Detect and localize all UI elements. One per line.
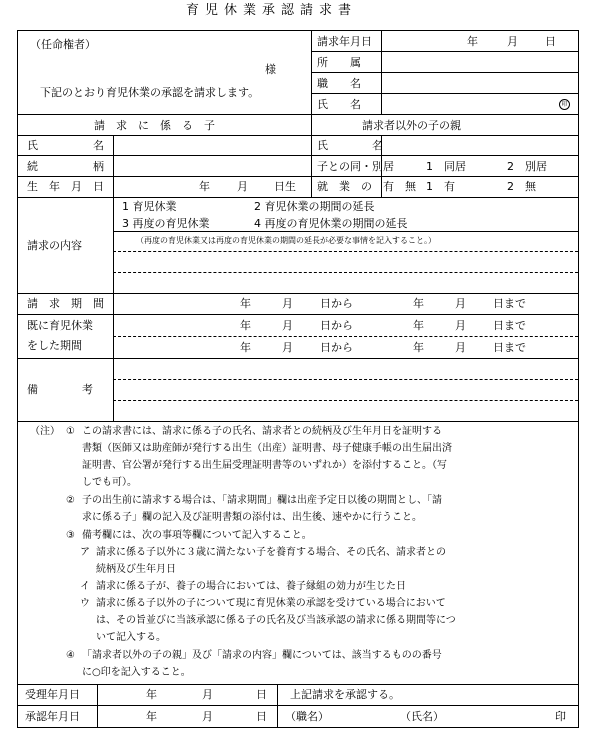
- prior-from-2: 日から: [320, 341, 353, 354]
- office-label: 所 属: [317, 56, 361, 69]
- period-month-2: 月: [455, 297, 466, 310]
- form-title: 育児休業承認請求書: [186, 3, 358, 18]
- other-parent-header: 請求者以外の子の親: [362, 119, 461, 132]
- note-u-line-2: は、その旨並びに当該承認に係る子の氏名及び当該承認の請求に係る期間等につ: [96, 615, 456, 626]
- prior-period-label-1: 既に育児休業: [27, 319, 93, 332]
- prior-to-1: 日まで: [493, 319, 526, 332]
- period-label: 請 求 期 間: [27, 297, 104, 310]
- prior-year-2: 年: [413, 319, 424, 332]
- appointer-label: （任命権者）: [30, 38, 96, 51]
- content-option-3: 3 再度の育児休業: [122, 217, 210, 230]
- birth-month-unit: 月: [237, 180, 248, 193]
- work-label: 就 業 の 有 無: [317, 180, 416, 193]
- note-u-line-1: 請求に係る子以外の子について現に育児休業の承認を受けている場合において: [96, 598, 446, 609]
- approval-statement: 上記請求を承認する。: [290, 688, 400, 701]
- received-month-unit: 月: [202, 688, 213, 701]
- child-birth-label: 生 年 月 日: [27, 180, 104, 193]
- content-option-2: 2 育児休業の期間の延長: [254, 200, 375, 213]
- position-label: 職 名: [317, 77, 361, 90]
- period-year-1: 年: [240, 297, 251, 310]
- prior-year-1: 年: [240, 319, 251, 332]
- prior-month-1: 月: [282, 319, 293, 332]
- period-year-2: 年: [413, 297, 424, 310]
- child-relation-label: 続 柄: [27, 160, 104, 173]
- work-option-no: 2 無: [507, 180, 536, 193]
- received-date-label: 受理年月日: [25, 688, 80, 701]
- approved-year-unit: 年: [146, 710, 157, 723]
- content-option-4: 4 再度の育児休業の期間の延長: [254, 217, 408, 230]
- other-parent-name-label: 氏 名: [317, 139, 383, 152]
- notes-prefix: （注）: [30, 426, 60, 437]
- note-a-line-2: 続柄及び生年月日: [96, 564, 176, 575]
- prior-year-3: 年: [240, 341, 251, 354]
- birth-day-unit: 日生: [274, 180, 296, 193]
- note-i-line-1: 請求に係る子が、養子の場合においては、養子縁組の効力が生じた日: [96, 581, 406, 592]
- request-month-unit: 月: [507, 35, 518, 48]
- approved-day-unit: 日: [256, 710, 267, 723]
- note-u-mark: ウ: [80, 598, 90, 609]
- note-a-mark: ア: [80, 547, 90, 558]
- note-3-line-1: 備考欄には、次の事項等欄について記入すること。: [82, 530, 312, 541]
- approved-month-unit: 月: [202, 710, 213, 723]
- note-u-line-3: いて記入する。: [96, 632, 166, 643]
- work-option-yes: 1 有: [426, 180, 455, 193]
- prior-month-2: 月: [455, 319, 466, 332]
- note-4-line-2: に○印を記入すること。: [82, 667, 191, 678]
- prior-month-3: 月: [282, 341, 293, 354]
- birth-year-unit: 年: [199, 180, 210, 193]
- cohabit-label: 子との同・別居: [317, 160, 394, 173]
- note-2-mark: ②: [66, 495, 75, 506]
- note-a-line-1: 請求に係る子以外に３歳に満たない子を養育する場合、その氏名、請求者との: [96, 547, 446, 558]
- prior-from-1: 日から: [320, 319, 353, 332]
- note-3-mark: ③: [66, 530, 75, 541]
- content-option-1: 1 育児休業: [122, 200, 177, 213]
- note-1-line-1: この請求書には、請求に係る子の氏名、請求者との続柄及び生年月日を証明する: [82, 426, 442, 437]
- note-2-line-2: 求に係る子」欄の記入及び証明書類の添付は、出生後、速やかに行うこと。: [82, 512, 422, 523]
- prior-year-4: 年: [413, 341, 424, 354]
- received-year-unit: 年: [146, 688, 157, 701]
- name-label: 氏 名: [317, 98, 361, 111]
- remarks-label: 備 考: [27, 383, 93, 396]
- request-sentence: 下記のとおり育児休業の承認を請求します。: [40, 86, 260, 99]
- request-day-unit: 日: [545, 35, 556, 48]
- period-from-1: 日から: [320, 297, 353, 310]
- note-i-mark: イ: [80, 581, 90, 592]
- cohabit-option-1: 1 同居: [426, 160, 466, 173]
- note-2-line-1: 子の出生前に請求する場合は、「請求期間」欄は出産予定日以後の期間とし、「請: [82, 495, 442, 506]
- prior-month-4: 月: [455, 341, 466, 354]
- sama-label: 様: [265, 63, 276, 76]
- content-label: 請求の内容: [27, 239, 82, 252]
- approver-name-label: （氏名）: [400, 710, 444, 723]
- period-month-1: 月: [282, 297, 293, 310]
- request-year-unit: 年: [467, 35, 478, 48]
- note-4-line-1: 「請求者以外の子の親」及び「請求の内容」欄については、該当するものの番号: [82, 650, 442, 661]
- request-date-label: 請求年月日: [317, 35, 372, 48]
- approved-date-label: 承認年月日: [25, 710, 80, 723]
- note-1-line-4: しでも可）。: [82, 477, 137, 488]
- note-4-mark: ④: [66, 650, 75, 661]
- prior-period-label-2: をした期間: [27, 339, 82, 352]
- child-name-label: 氏 名: [27, 139, 104, 152]
- approver-position-label: （職名）: [285, 710, 329, 723]
- approver-seal-label: 印: [555, 710, 566, 723]
- note-1-mark: ①: [66, 426, 75, 437]
- prior-to-2: 日まで: [493, 341, 526, 354]
- note-1-line-3: 証明書、官公署が発行する出生届受理証明書等のいずれか）を添付すること。（写: [82, 460, 447, 471]
- content-note: （再度の育児休業又は再度の育児休業の期間の延長が必要な事情を記入すること。）: [136, 236, 436, 245]
- seal-mark: 印: [559, 99, 570, 110]
- period-to-1: 日まで: [493, 297, 526, 310]
- received-day-unit: 日: [256, 688, 267, 701]
- note-1-line-2: 書類（医師又は助産師が発行する出生（出産）証明書、母子健康手帳の出生届出済: [82, 443, 452, 454]
- child-section-header: 請 求 に 係 る 子: [94, 119, 215, 132]
- cohabit-option-2: 2 別居: [507, 160, 547, 173]
